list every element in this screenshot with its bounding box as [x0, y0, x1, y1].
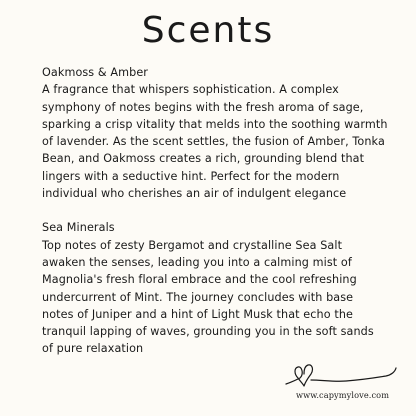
- section-spacer: [42, 202, 388, 219]
- section-heading-sea-minerals: Sea Minerals: [42, 221, 115, 235]
- page-title: Scents: [141, 10, 275, 51]
- section-heading-oakmoss-amber: Oakmoss & Amber: [42, 66, 149, 79]
- website-url: www.capymylove.com: [296, 390, 390, 400]
- section-body-oakmoss-amber: A fragrance that whispers sophistication. A complex symphony of notes begins with the fresh aroma of sage, sparking a crisp vitality that melds into the soothing warmth of lavender. As the scent settles, the fusion of Amber, Tonka Bean, and Oakmoss creates a rich, grounding blend that lingers with a seductive hint. Perfect for the modern individual who cherishes an air of indulgent elegance: [42, 83, 388, 201]
- section-body-sea-minerals: Top notes of zesty Bergamot and crystalline Sea Salt awaken the senses, leading you into a calming mist of Magnolia's fresh floral embrace and the cool refreshing undercurrent of Mint. The journey concludes with base notes of Juniper and a hint of Light Musk that echo the tranquil lapping of waves, grounding you in the soft sands of pure relaxation: [42, 238, 374, 356]
- heart-scribble-icon: [282, 358, 402, 392]
- brand-logo: [282, 358, 402, 406]
- scent-descriptions: [42, 64, 388, 358]
